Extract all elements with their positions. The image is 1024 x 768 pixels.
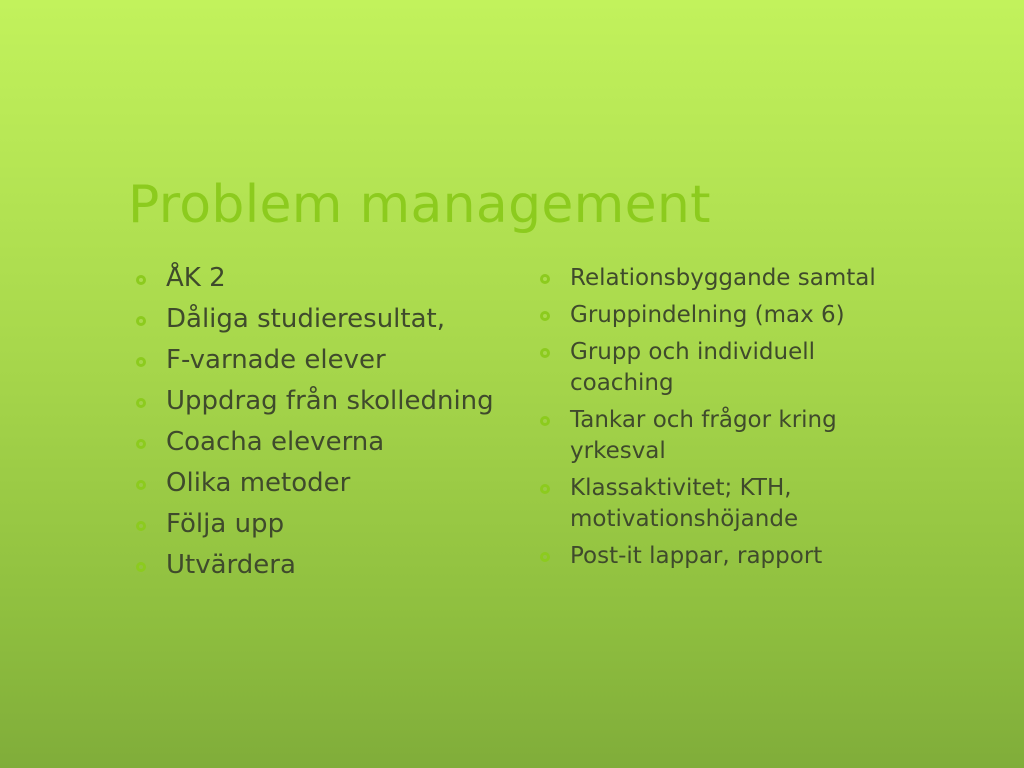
bullet-icon — [136, 398, 146, 408]
bullet-icon — [136, 357, 146, 367]
list-item-text: Relationsbyggande samtal — [570, 265, 876, 291]
bullet-icon — [540, 552, 550, 562]
list-item — [540, 263, 900, 294]
list-item-text: Dåliga studieresultat, — [166, 304, 445, 334]
list-item — [136, 549, 516, 582]
list-item-text: ÅK 2 — [166, 263, 226, 293]
list-item-text: Utvärdera — [166, 550, 296, 580]
bullet-icon — [540, 348, 550, 358]
bullet-icon — [540, 484, 550, 494]
list-item-text: Olika metoder — [166, 468, 351, 498]
list-item — [136, 467, 516, 500]
list-item — [136, 426, 516, 459]
list-item-text: Följa upp — [166, 509, 285, 539]
list-item-text: F-varnade elever — [166, 345, 386, 375]
list-item — [136, 385, 516, 418]
list-item — [136, 508, 516, 541]
bullet-icon — [136, 439, 146, 449]
list-item-text: Uppdrag från skolledning — [166, 386, 494, 416]
list-item-text: Coacha eleverna — [166, 427, 385, 457]
left-bullet-list — [136, 262, 516, 590]
list-item — [136, 262, 516, 295]
list-item — [136, 303, 516, 336]
list-item — [540, 541, 900, 572]
bullet-icon — [136, 562, 146, 572]
list-item — [136, 344, 516, 377]
list-item — [540, 300, 900, 331]
bullet-icon — [136, 275, 146, 285]
right-bullet-list — [540, 263, 900, 578]
bullet-icon — [540, 311, 550, 321]
bullet-icon — [540, 274, 550, 284]
bullet-icon — [136, 480, 146, 490]
bullet-icon — [136, 316, 146, 326]
list-item — [540, 473, 900, 535]
bullet-icon — [136, 521, 146, 531]
slide-title: Problem management — [128, 175, 711, 235]
list-item-text: Klassaktivitet; KTH, motivationshöjande — [570, 475, 799, 532]
list-item — [540, 405, 900, 467]
list-item-text: Tankar och frågor kring yrkesval — [570, 407, 837, 464]
bullet-icon — [540, 416, 550, 426]
list-item-text: Post-it lappar, rapport — [570, 543, 823, 569]
list-item-text: Gruppindelning (max 6) — [570, 302, 845, 328]
list-item-text: Grupp och individuell coaching — [570, 339, 816, 396]
list-item — [540, 337, 900, 399]
